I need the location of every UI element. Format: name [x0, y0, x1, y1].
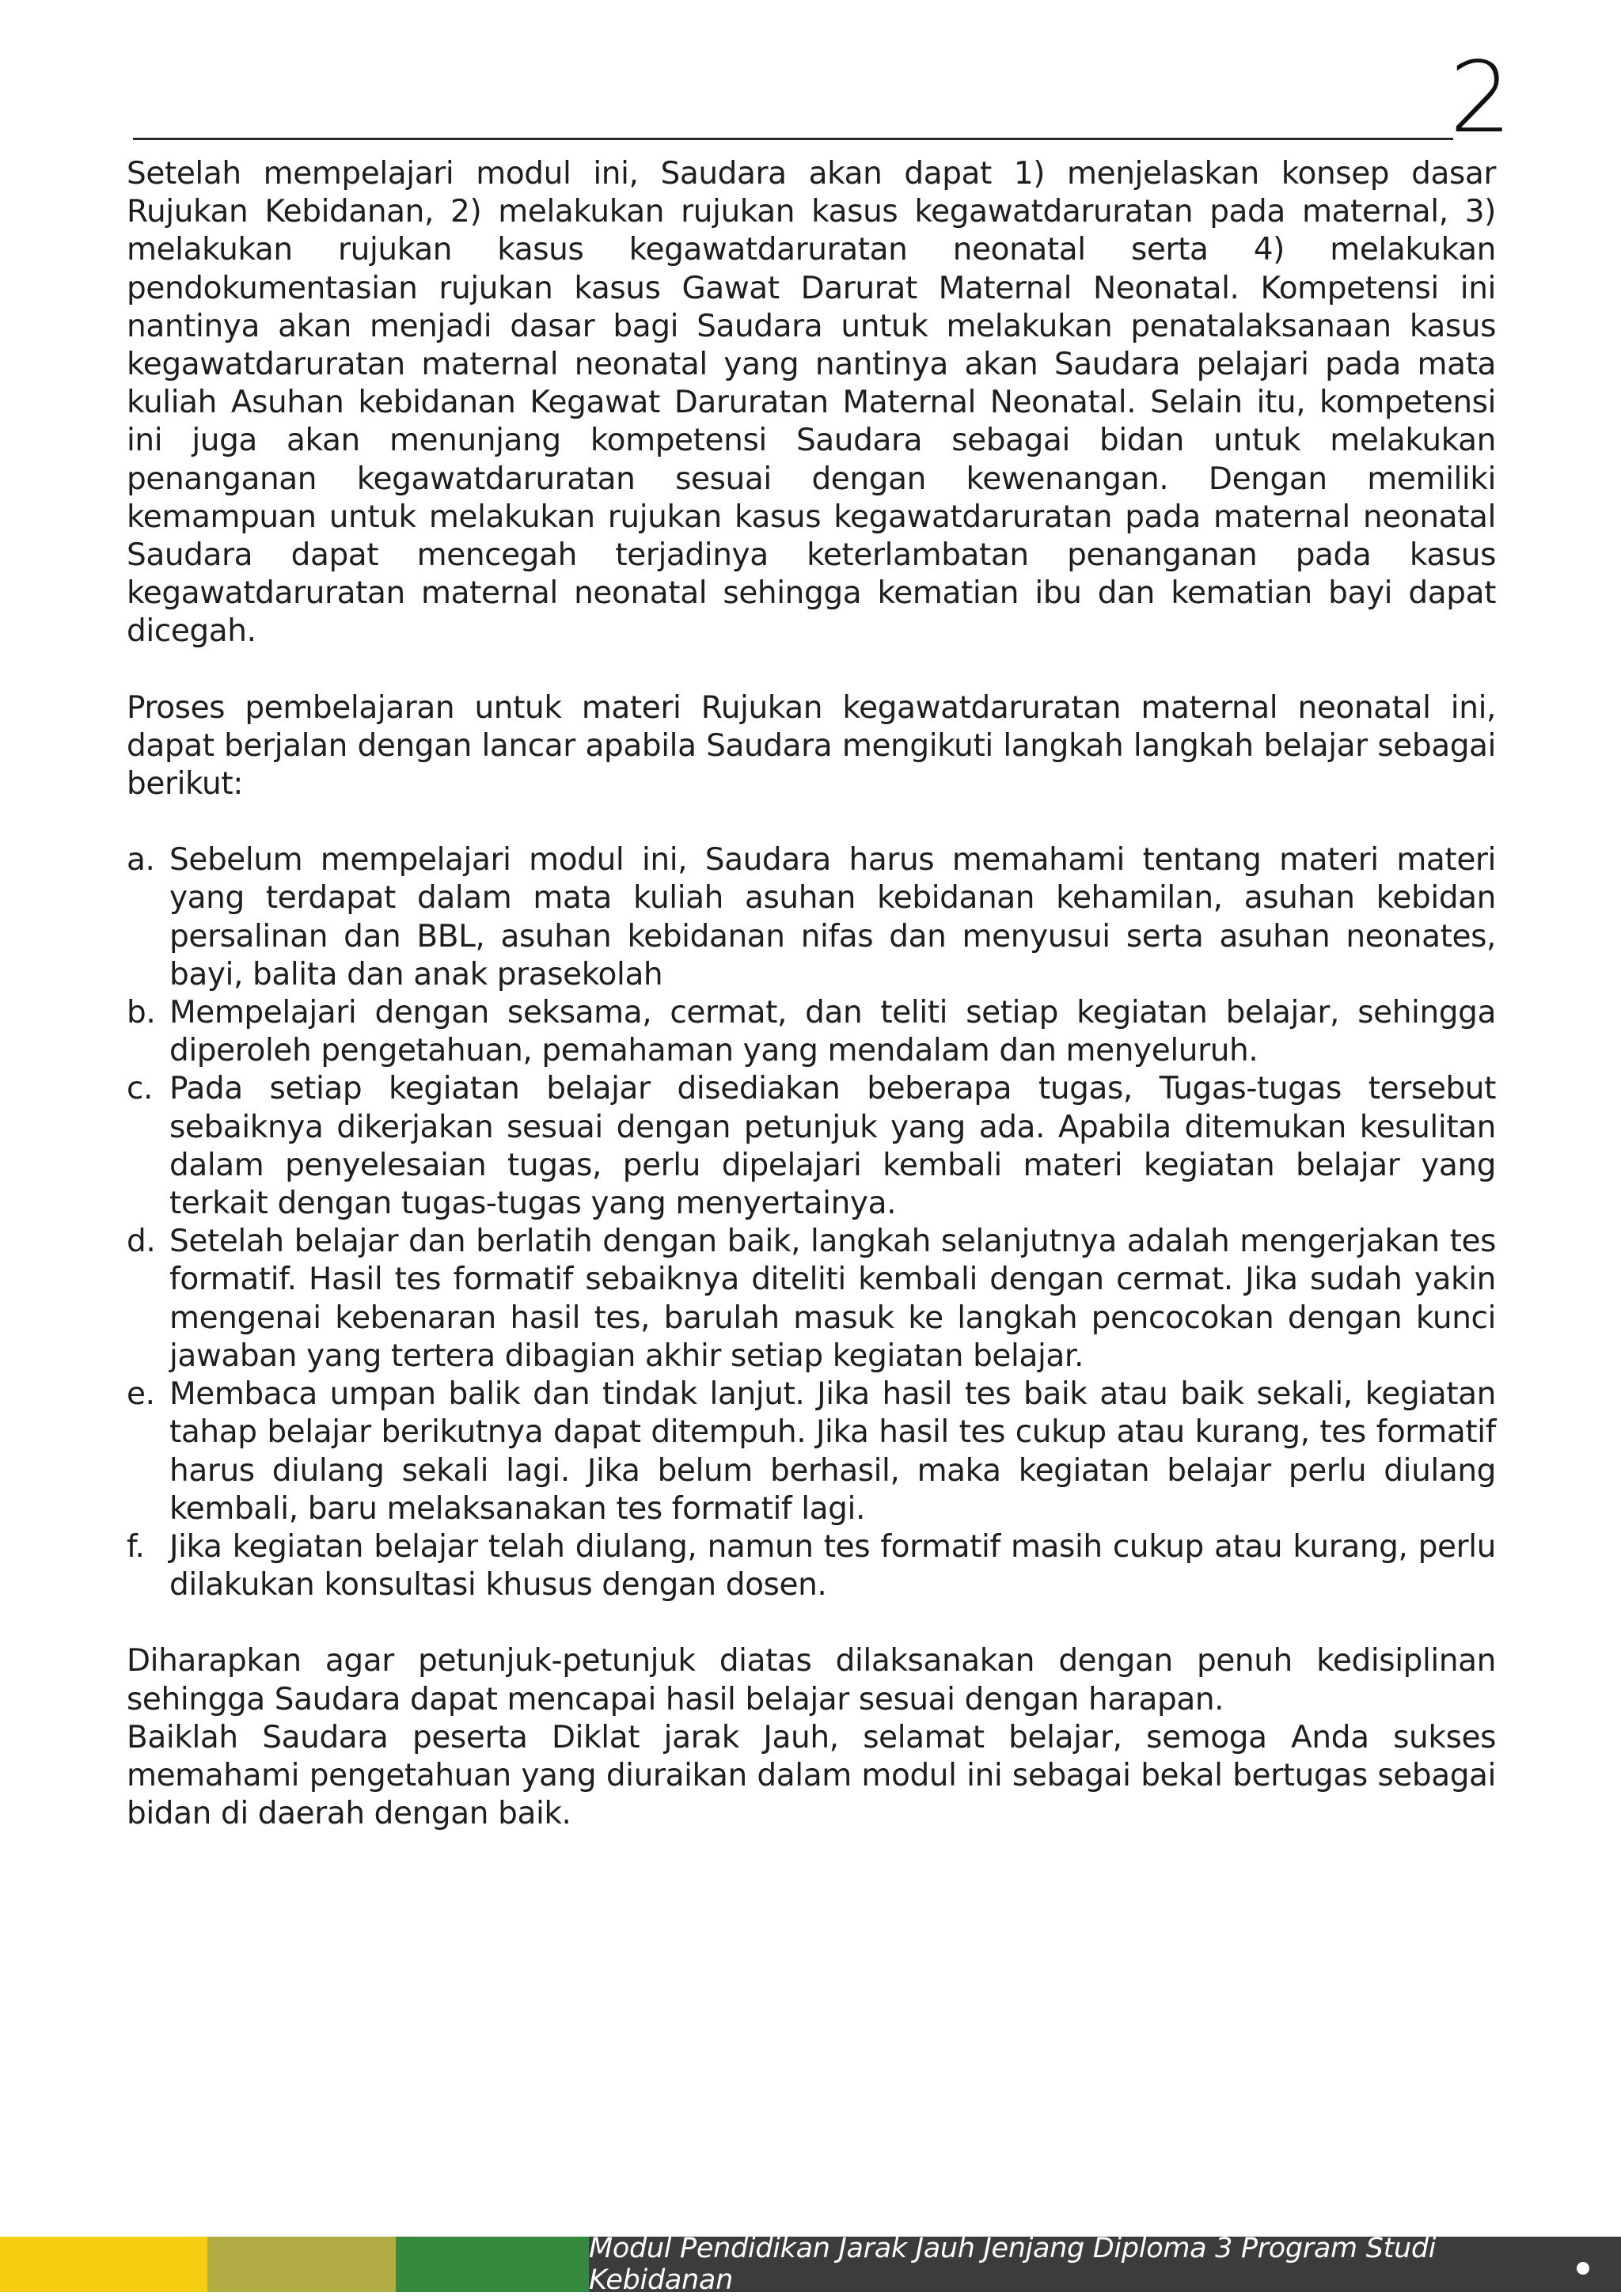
document-body — [127, 155, 1496, 1833]
intro-paragraph: Setelah mempelajari modul ini, Saudara akan dapat 1) menjelaskan konsep dasar Rujukan Kebidanan, 2) melakukan rujukan kasus kegawatdaruratan pada maternal, 3) melakukan rujukan kasus kegawatdaruratan neonatal serta 4) melakukan pendokumentasian rujukan kasus Gawat Darurat Maternal Neonatal. Kompetensi ini nantinya akan menjadi dasar bagi Saudara untuk melakukan penatalaksanaan kasus kegawatdaruratan maternal neonatal yang nantinya akan Saudara pelajari pada mata kuliah Asuhan kebidanan Kegawat Daruratan Maternal Neonatal. Selain itu, kompetensi ini juga akan menunjang kompetensi Saudara sebagai bidan untuk melakukan penanganan kegawatdaruratan sesuai dengan kewenangan. Dengan memiliki kemampuan untuk melakukan rujukan kasus kegawatdaruratan pada maternal neonatal Saudara dapat mencegah terjadinya keterlambatan penanganan pada kasus kegawatdaruratan maternal neonatal sehingga kematian ibu dan kematian bayi dapat dicegah. — [127, 156, 1496, 650]
footer-yellow-segment — [0, 2237, 207, 2292]
closing-paragraph-1: Diharapkan agar petunjuk-petunjuk diatas dilaksanakan dengan penuh kedisiplinan sehingga Saudara dapat mencapai hasil belajar sesuai dengan harapan. — [127, 1643, 1496, 1717]
bullet-icon — [1577, 2262, 1589, 2275]
header-rule — [133, 138, 1453, 140]
list-item — [127, 1528, 1496, 1604]
footer-title-segment — [589, 2233, 1621, 2296]
list-marker: d. — [127, 1224, 156, 1260]
list-marker: a. — [127, 842, 155, 879]
list-item-text: Pada setiap kegiatan belajar disediakan beberapa tugas, Tugas-tugas tersebut sebaiknya dikerjakan sesuai dengan petunjuk yang ada. Apabila ditemukan kesulitan dalam penyelesaian tugas, perlu dipelajari kembali materi kegiatan belajar yang terkait dengan tugas-tugas yang menyertainya. — [169, 1071, 1496, 1222]
list-item-text: Sebelum mempelajari modul ini, Saudara harus memahami tentang materi materi yang terdapat dalam mata kuliah asuhan kebidanan kehamilan, asuhan kebidan persalinan dan BBL, asuhan kebidanan nifas dan menyusui serta asuhan neonates, bayi, balita dan anak prasekolah — [169, 842, 1496, 992]
footer-bar — [0, 2233, 1621, 2296]
process-intro-paragraph: Proses pembelajaran untuk materi Rujukan kegawatdaruratan maternal neonatal ini, dapat berjalan dengan lancar apabila Saudara mengikuti langkah langkah belajar sebagai berikut: — [127, 689, 1496, 803]
list-item-text: Mempelajari dengan seksama, cermat, dan teliti setiap kegiatan belajar, sehingga diperoleh pengetahuan, pemahaman yang mendalam dan menyeluruh. — [169, 995, 1496, 1069]
footer-olive-segment — [207, 2237, 396, 2292]
list-marker: f. — [127, 1528, 145, 1565]
footer-title: Modul Pendidikan Jarak Jauh Jenjang Diploma 3 Program Studi Kebidanan — [589, 2233, 1437, 2296]
list-marker: b. — [127, 995, 156, 1031]
page-number: 2 — [1449, 41, 1512, 155]
list-item-text: Jika kegiatan belajar telah diulang, namun tes formatif masih cukup atau kurang, perlu dilakukan konsultasi khusus dengan dosen. — [169, 1528, 1496, 1603]
list-item-text: Setelah belajar dan berlatih dengan baik, langkah selanjutnya adalah mengerjakan tes formatif. Hasil tes formatif sebaiknya diteliti kembali dengan cermat. Jika sudah yakin mengenai kebenaran hasil tes, barulah masuk ke langkah pencocokan dengan kunci jawaban yang tertera dibagian akhir setiap kegiatan belajar. — [169, 1224, 1496, 1374]
list-item — [127, 1070, 1496, 1223]
list-item — [127, 1223, 1496, 1376]
list-marker: c. — [127, 1071, 154, 1107]
list-item — [127, 1376, 1496, 1528]
learning-steps-list — [127, 841, 1496, 1604]
list-item-text: Membaca umpan balik dan tindak lanjut. Jika hasil tes baik atau baik sekali, kegiatan tahap belajar berikutnya dapat ditempuh. Jika hasil tes cukup atau kurang, tes formatif harus diulang sekali lagi. Jika belum berhasil, maka kegiatan belajar perlu diulang kembali, baru melaksanakan tes formatif lagi. — [169, 1376, 1496, 1527]
list-item — [127, 841, 1496, 994]
footer-green-segment — [396, 2237, 589, 2292]
closing-paragraph-2: Baiklah Saudara peserta Diklat jarak Jauh, selamat belajar, semoga Anda sukses memahami pengetahuan yang diuraikan dalam modul ini sebagai bekal bertugas sebagai bidan di daerah dengan baik. — [127, 1719, 1496, 1832]
paragraph-gap — [127, 1604, 1496, 1642]
paragraph-gap — [127, 803, 1496, 841]
list-marker: e. — [127, 1376, 155, 1413]
paragraph-gap — [127, 651, 1496, 689]
list-item — [127, 994, 1496, 1070]
